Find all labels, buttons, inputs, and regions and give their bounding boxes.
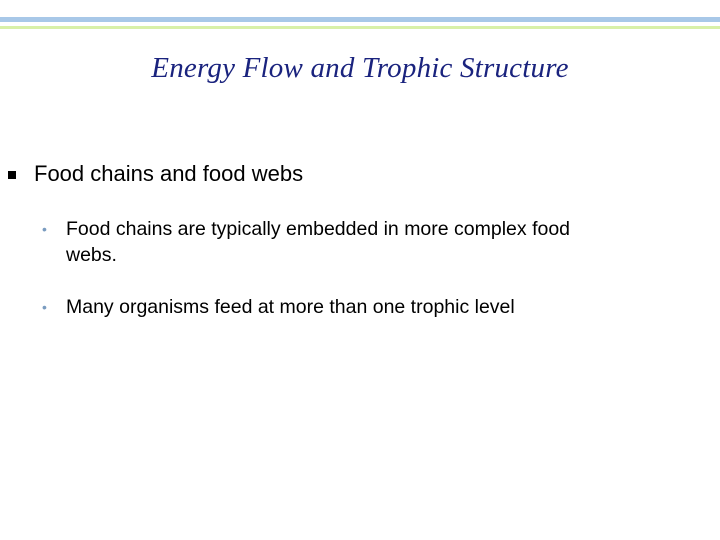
sub-bullet-text: Many organisms feed at more than one trophic level: [66, 296, 515, 318]
bullet-main: Food chains and food webs: [34, 161, 304, 186]
sub-bullet-item: [42, 294, 606, 320]
sub-bullet-text: Food chains are typically embedded in more complex food webs.: [66, 218, 571, 266]
dot-bullet-icon: •: [42, 221, 47, 237]
slide-title: Energy Flow and Trophic Structure: [151, 52, 569, 84]
square-bullet-icon: [8, 171, 16, 179]
header-rule-secondary: [0, 26, 720, 29]
sub-bullet-item: [42, 216, 606, 268]
header-rule: [0, 17, 720, 22]
dot-bullet-icon: •: [42, 299, 47, 315]
